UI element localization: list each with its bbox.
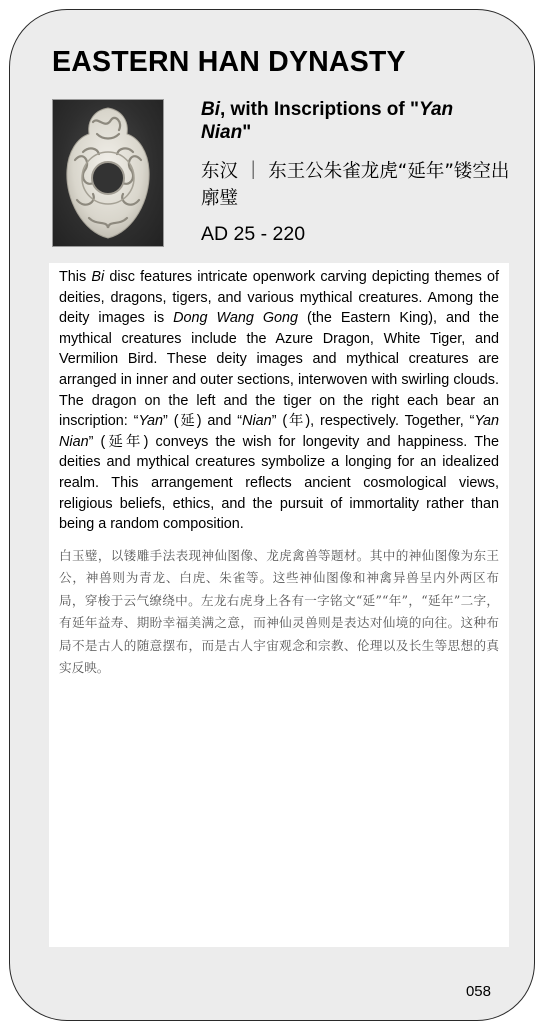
object-date: AD 25 - 220 [201, 223, 306, 245]
object-title-bi: Bi [201, 99, 220, 120]
italic-term: Nian [242, 413, 272, 430]
description-text: (the Eastern King), and the mythical creatures include the Azure Dragon, White Tiger, and Vermilion Bird. These deity images and mythical creatures are arranged in inner and outer sections, interwoven with swirling clouds. The dragon on the left and the tiger on the right each bear an inscription: “ [59, 310, 499, 430]
description-text: disc features intricate openwork carving depicting themes of deities, dragons, tigers, and various mythical creatures. Among the deity images is [59, 269, 500, 327]
description-text: ” (延年) conveys the wish for longevity and happiness. The deities and mythical creatures symbolize a longing for an idealized realm. This arrangement reflects ancient cosmological views, religious beliefs, ethics, and the pursuit of immortality rather than being a random composition. [59, 433, 499, 533]
object-title-text: , with Inscriptions of " [220, 99, 420, 120]
object-title-quote: " [242, 122, 252, 143]
english-description [59, 267, 499, 535]
object-title [201, 98, 501, 144]
object-title-yan-nian: Yan Nian [201, 99, 454, 143]
page-title: EASTERN HAN DYNASTY [52, 46, 406, 78]
italic-term: Bi [91, 269, 105, 285]
italic-term: Yan Nian [59, 413, 500, 450]
description-text: ” (延) and “ [163, 413, 243, 430]
description-text: ” (年), respectively. Together, “ [271, 413, 475, 430]
description-text: This [59, 269, 92, 285]
description-panel [49, 263, 509, 947]
artifact-photo [52, 99, 164, 247]
chinese-description: 白玉璧，以镂雕手法表现神仙图像、龙虎禽兽等题材。其中的神仙图像为东王公，神兽则为青龙、白虎、朱雀等。这些神仙图像和神禽异兽呈内外两区布局，穿梭于云气缭绕中。左龙右虎身上各有一字铭文“延”“年”，“延年”二字，有延年益寿、期盼幸福美满之意，而神仙灵兽则是表达对仙境的向往。这种布局不是古人的随意摆布，而是古人宇宙观念和宗教、伦理以及长生等思想的真实反映。 [59, 547, 499, 676]
italic-term: Yan [138, 413, 164, 430]
jade-bi-disc-image [53, 100, 163, 246]
exhibit-label-card [9, 9, 535, 1021]
italic-term: Dong Wang Gong [173, 310, 299, 327]
page-number: 058 [465, 983, 491, 1000]
object-chinese-title: 东汉 ｜ 东王公朱雀龙虎“延年”镂空出廓璧 [201, 161, 510, 209]
